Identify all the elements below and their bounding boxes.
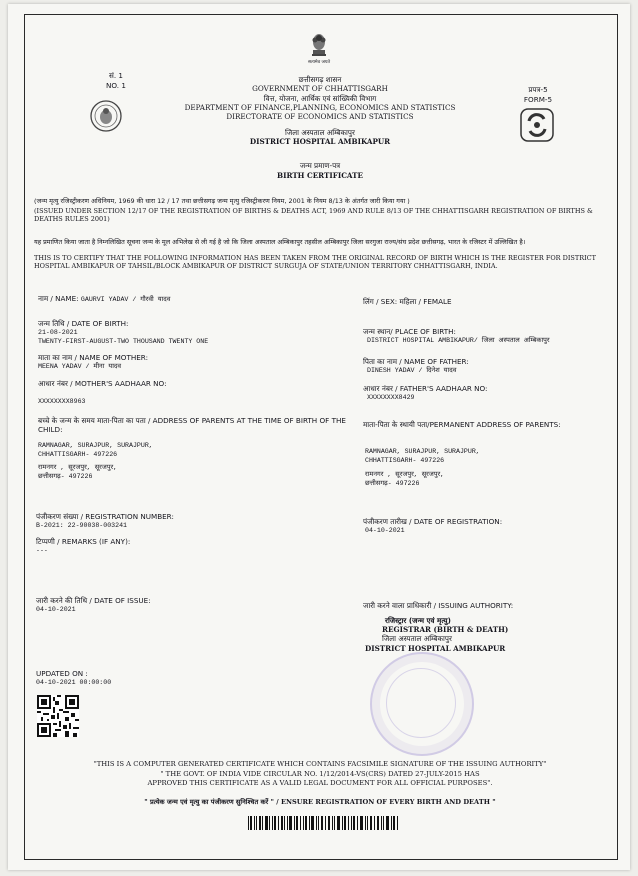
issued-under-hi: (जन्म मृत्यु रजिस्ट्रीकरण अधिनियम, 1969 की धारा 12 / 17 तथा छत्तीसगढ़ जन्म मृत्यु रजिस्ट्रीकरण नियम, 2001 के नियम 8/13 के अंतर्गत जारी किया गया ) bbox=[34, 197, 410, 205]
left-number-en: NO. 1 bbox=[106, 81, 126, 90]
address-birth-en-2: CHHATTISGARH- 497226 bbox=[38, 451, 118, 458]
gov-hi: छत्तीसगढ़ शासन bbox=[298, 75, 342, 84]
form-number-hi: प्रपत्र-5 bbox=[528, 85, 548, 94]
updated-value: 04-10-2021 00:00:00 bbox=[36, 679, 112, 686]
address-permanent-en-2: CHHATTISGARH- 497226 bbox=[365, 457, 445, 464]
dept-en: DEPARTMENT OF FINANCE,PLANNING, ECONOMICS AND STATISTICS bbox=[184, 103, 456, 112]
remarks-value: --- bbox=[36, 547, 48, 554]
certify-en: THIS IS TO CERTIFY THAT THE FOLLOWING INFORMATION HAS BEEN TAKEN FROM THE ORIGINAL RECORD OF BIRTH WHICH IS THE REGISTER FOR DISTRICT HOSPITAL AMBIKAPUR OF TAHSIL/BLOCK AMBIKAPUR OF DISTRICT SURGUJA OF STATE/UNION TERRITORY CHHATTISGARH, INDIA. bbox=[34, 254, 596, 270]
address-birth-hi-2: छत्तीसगढ़- 497226 bbox=[38, 473, 93, 480]
official-stamp-inner bbox=[386, 668, 456, 738]
mother-aadhaar-label: आधार नंबर / MOTHER'S AADHAAR NO: bbox=[38, 379, 167, 388]
address-permanent-en-1: RAMNAGAR, SURAJPUR, SURAJPUR, bbox=[365, 448, 480, 455]
name-label: नाम / NAME: bbox=[38, 294, 79, 303]
dob-value: 21-08-2021 bbox=[38, 329, 78, 336]
pob-label: जन्म स्थान/ PLACE OF BIRTH: bbox=[363, 327, 456, 336]
address-permanent-hi-1: रामनगर , सूरजपुर, सूरजपुर, bbox=[365, 471, 445, 478]
registrar-en: REGISTRAR (BIRTH & DEATH) bbox=[382, 625, 509, 634]
footer-line-3: APPROVED THIS CERTIFICATE AS A VALID LEGAL DOCUMENT FOR ALL OFFICIAL PURPOSES". bbox=[147, 779, 493, 787]
father-aadhaar-label: आधार नंबर / FATHER'S AADHAAR NO: bbox=[363, 384, 488, 393]
date-of-issue-label: जारी करने की तिथि / DATE OF ISSUE: bbox=[36, 596, 151, 605]
registrar-hospital-en: DISTRICT HOSPITAL AMBIKAPUR bbox=[365, 644, 506, 653]
address-birth-hi-1: रामनगर , सूरजपुर, सूरजपुर, bbox=[38, 464, 118, 471]
registration-number-label: पंजीकरण संख्या / REGISTRATION NUMBER: bbox=[36, 512, 174, 521]
footer-line-2: " THE GOVT. OF INDIA VIDE CIRCULAR NO. 1/12/2014-VS(CRS) DATED 27-JULY-2015 HAS bbox=[160, 770, 480, 778]
address-permanent-label: माता-पिता के स्थायी पता/PERMANENT ADDRESS OF PARENTS: bbox=[363, 420, 561, 429]
father-value: DINESH YADAV / दिनेश यादव bbox=[367, 367, 457, 374]
date-of-issue-value: 04-10-2021 bbox=[36, 606, 76, 613]
address-permanent-hi-2: छत्तीसगढ़- 497226 bbox=[365, 480, 420, 487]
dob-label: जन्म तिथि / DATE OF BIRTH: bbox=[38, 319, 129, 328]
sex-value: महिला / FEMALE bbox=[399, 297, 452, 306]
registrar-hi: रजिस्ट्रार (जन्म एवं मृत्यु) bbox=[385, 616, 451, 625]
qr-code-icon bbox=[37, 695, 79, 737]
gov-en: GOVERNMENT OF CHHATTISGARH bbox=[252, 84, 388, 93]
mother-value: MEENA YADAV / मीना यादव bbox=[38, 363, 122, 370]
dept-hi: वित्त, योजना, आर्थिक एवं सांख्यिकी विभाग bbox=[263, 94, 377, 103]
pob-value: DISTRICT HOSPITAL AMBIKAPUR/ जिला अस्पताल अम्बिकापुर bbox=[367, 337, 550, 344]
form-number-en: FORM-5 bbox=[523, 95, 553, 104]
address-birth-en-1: RAMNAGAR, SURAJPUR, SURAJPUR, bbox=[38, 442, 153, 449]
left-number-hi: सं. 1 bbox=[108, 71, 123, 80]
certify-hi: यह प्रमाणित किया जाता है निम्नलिखित सूचना जन्म के मूल अभिलेख से ली गई है जो कि जिला अस्पताल अम्बिकापुर तहसील अम्बिकापुर जिला सरगुजा राज्य/संघ प्रदेश छत्तीसगढ़, भारत के रजिस्टर में उल्लिखित है। bbox=[34, 238, 526, 246]
national-emblem-icon bbox=[308, 32, 330, 60]
issuing-authority-label: जारी करने वाला प्राधिकारी / ISSUING AUTHORITY: bbox=[363, 601, 514, 610]
address-birth-label: बच्चे के जन्म के समय माता-पिता का पता / ADDRESS OF PARENTS AT THE TIME OF BIRTH OF THE CHILD: bbox=[38, 416, 346, 434]
certificate-title-hi: जन्म प्रमाण-पत्र bbox=[299, 161, 341, 170]
registrar-hospital-hi: जिला अस्पताल अम्बिकापुर bbox=[382, 634, 452, 643]
father-aadhaar-value: XXXXXXXX8429 bbox=[367, 394, 415, 401]
father-label: पिता का नाम / NAME OF FATHER: bbox=[363, 357, 469, 366]
registration-date-value: 04-10-2021 bbox=[365, 527, 405, 534]
crs-logo-icon bbox=[520, 108, 554, 142]
state-seal-icon bbox=[90, 100, 122, 132]
dob-words: TWENTY-FIRST-AUGUST-TWO THOUSAND TWENTY ONE bbox=[38, 338, 209, 345]
hospital-en: DISTRICT HOSPITAL AMBIKAPUR bbox=[249, 137, 391, 146]
registration-number-value: B-2021: 22-90038-003241 bbox=[36, 522, 128, 529]
remarks-label: टिप्पणी / REMARKS (IF ANY): bbox=[36, 537, 131, 546]
mother-aadhaar-value: XXXXXXXX8963 bbox=[38, 398, 86, 405]
updated-label: UPDATED ON : bbox=[36, 669, 88, 678]
dir-en: DIRECTORATE OF ECONOMICS AND STATISTICS bbox=[226, 112, 414, 121]
name-field bbox=[38, 295, 170, 305]
issued-under-en: (ISSUED UNDER SECTION 12/17 OF THE REGISTRATION OF BIRTHS & DEATHS ACT, 1969 AND RULE 8/13 OF THE CHHATTISGARH REGISTRATION OF BIRTHS & DEATHS RULES 2001) bbox=[34, 207, 593, 223]
footer-slogan: " प्रत्येक जन्म एवं मृत्यु का पंजीकरण सुनिश्चित करें " / ENSURE REGISTRATION OF EVERY BIRTH AND DEATH " bbox=[144, 798, 496, 806]
mother-label: माता का नाम / NAME OF MOTHER: bbox=[38, 353, 148, 362]
hospital-hi: जिला अस्पताल अम्बिकापुर bbox=[285, 128, 355, 137]
barcode-icon bbox=[248, 816, 398, 830]
emblem-caption: सत्यमेव जयते bbox=[307, 60, 331, 65]
sex-field bbox=[363, 298, 452, 307]
certificate-title-en: BIRTH CERTIFICATE bbox=[277, 171, 363, 180]
registration-date-label: पंजीकरण तारीख / DATE OF REGISTRATION: bbox=[363, 517, 503, 526]
name-value: GAURVI YADAV / गौरवी यादव bbox=[80, 296, 171, 303]
footer-line-1: "THIS IS A COMPUTER GENERATED CERTIFICATE WHICH CONTAINS FACSIMILE SIGNATURE OF THE ISSUING AUTHORITY" bbox=[93, 760, 547, 768]
sex-label: लिंग / SEX: bbox=[363, 297, 398, 306]
